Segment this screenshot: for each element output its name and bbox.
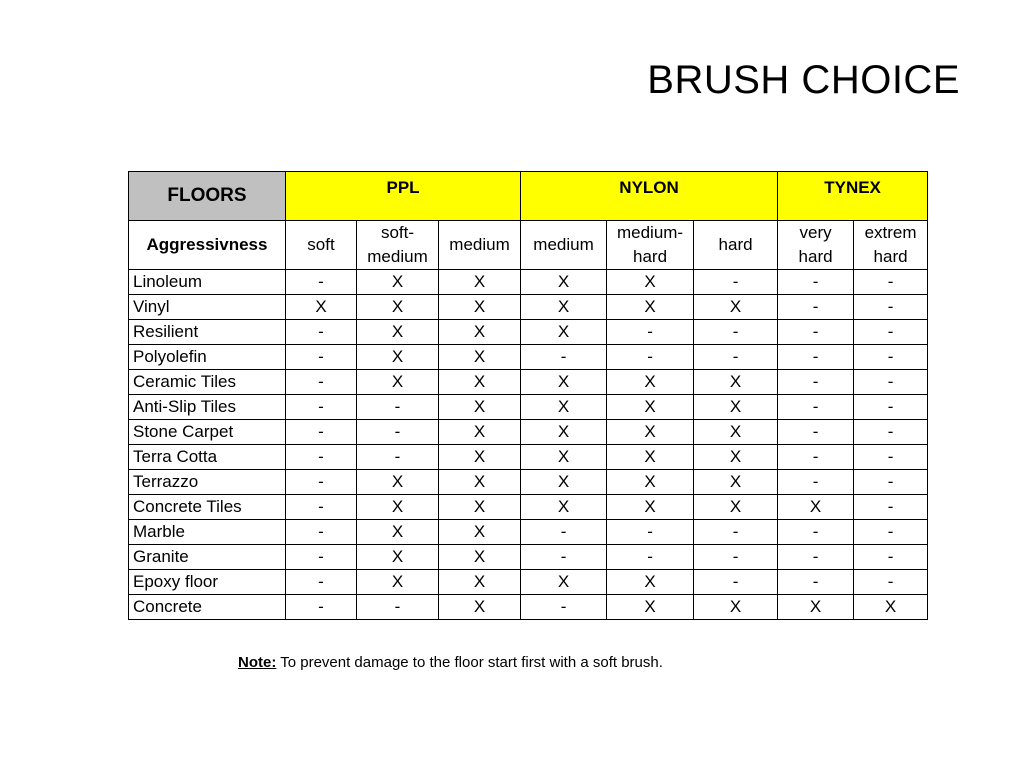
note	[238, 654, 663, 671]
suitability-cell: X	[439, 445, 521, 470]
suitability-cell: -	[286, 370, 357, 395]
suitability-cell: -	[854, 445, 928, 470]
suitability-cell: -	[286, 420, 357, 445]
suitability-cell: -	[357, 420, 439, 445]
subheader-line: soft-	[380, 223, 415, 242]
subheader-line: extrem	[864, 223, 917, 242]
suitability-cell: -	[607, 520, 694, 545]
suitability-cell: X	[607, 570, 694, 595]
suitability-cell: X	[694, 445, 778, 470]
subheader-line: very	[799, 223, 832, 242]
suitability-cell: -	[286, 595, 357, 620]
subheader-cell	[854, 221, 928, 270]
aggressiveness-header: Aggressivness	[129, 221, 286, 270]
floor-name-cell: Terrazzo	[129, 470, 286, 495]
suitability-cell: -	[286, 445, 357, 470]
suitability-cell: X	[439, 295, 521, 320]
suitability-cell: -	[778, 295, 854, 320]
suitability-cell: -	[854, 345, 928, 370]
suitability-cell: -	[694, 320, 778, 345]
suitability-cell: -	[357, 445, 439, 470]
suitability-cell: X	[521, 395, 607, 420]
suitability-cell: -	[778, 520, 854, 545]
suitability-cell: X	[357, 370, 439, 395]
suitability-cell: -	[286, 545, 357, 570]
suitability-cell: X	[357, 520, 439, 545]
suitability-cell: -	[854, 570, 928, 595]
suitability-cell: -	[778, 270, 854, 295]
suitability-cell: X	[607, 395, 694, 420]
table-row	[129, 345, 928, 370]
group-header-nylon: NYLON	[521, 172, 778, 221]
suitability-cell: X	[521, 470, 607, 495]
suitability-cell: -	[286, 470, 357, 495]
floors-header: FLOORS	[129, 172, 286, 221]
suitability-cell: X	[694, 595, 778, 620]
suitability-cell: -	[286, 395, 357, 420]
suitability-cell: -	[521, 545, 607, 570]
subheader-cell	[357, 221, 439, 270]
table-row	[129, 570, 928, 595]
suitability-cell: X	[521, 570, 607, 595]
suitability-cell: -	[607, 320, 694, 345]
suitability-cell: -	[607, 345, 694, 370]
note-text: To prevent damage to the floor start first with a soft brush.	[276, 654, 663, 671]
suitability-cell: X	[439, 320, 521, 345]
suitability-cell: X	[439, 420, 521, 445]
suitability-cell: -	[286, 270, 357, 295]
page-title: BRUSH CHOICE	[647, 58, 960, 102]
suitability-cell: -	[778, 545, 854, 570]
suitability-cell: -	[357, 595, 439, 620]
suitability-cell: -	[607, 545, 694, 570]
suitability-cell: X	[607, 420, 694, 445]
suitability-cell: -	[357, 395, 439, 420]
suitability-cell: -	[854, 470, 928, 495]
floor-name-cell: Terra Cotta	[129, 445, 286, 470]
suitability-cell: -	[694, 545, 778, 570]
suitability-cell: -	[521, 595, 607, 620]
floor-name-cell: Concrete Tiles	[129, 495, 286, 520]
floor-name-cell: Ceramic Tiles	[129, 370, 286, 395]
suitability-cell: X	[607, 270, 694, 295]
suitability-cell: -	[521, 520, 607, 545]
subheader-line: medium	[367, 247, 428, 266]
suitability-cell: X	[607, 445, 694, 470]
floor-name-cell: Marble	[129, 520, 286, 545]
suitability-cell: X	[607, 495, 694, 520]
suitability-cell: X	[439, 570, 521, 595]
floor-name-cell: Linoleum	[129, 270, 286, 295]
floor-name-cell: Stone Carpet	[129, 420, 286, 445]
suitability-cell: X	[439, 495, 521, 520]
suitability-cell: X	[854, 595, 928, 620]
subheader-line: hard	[633, 247, 668, 266]
suitability-cell: X	[439, 395, 521, 420]
suitability-cell: X	[694, 395, 778, 420]
suitability-cell: X	[357, 570, 439, 595]
suitability-cell: X	[521, 445, 607, 470]
table-row	[129, 295, 928, 320]
subheader-cell	[778, 221, 854, 270]
suitability-cell: X	[439, 370, 521, 395]
suitability-cell: X	[694, 370, 778, 395]
suitability-cell: -	[521, 345, 607, 370]
suitability-cell: X	[607, 295, 694, 320]
suitability-cell: -	[778, 370, 854, 395]
subheader-row	[129, 221, 928, 270]
suitability-cell: -	[286, 345, 357, 370]
suitability-cell: X	[778, 595, 854, 620]
suitability-cell: X	[521, 320, 607, 345]
group-header-tynex: TYNEX	[778, 172, 928, 221]
suitability-cell: -	[778, 345, 854, 370]
subheader-line: soft	[307, 235, 335, 254]
table-row	[129, 320, 928, 345]
subheader-line: hard	[873, 247, 908, 266]
suitability-cell: -	[694, 270, 778, 295]
suitability-cell: -	[694, 520, 778, 545]
suitability-cell: X	[694, 470, 778, 495]
suitability-cell: X	[357, 345, 439, 370]
suitability-cell: -	[854, 495, 928, 520]
subheader-line: medium-	[616, 223, 684, 242]
table-row	[129, 370, 928, 395]
suitability-cell: X	[694, 295, 778, 320]
group-header-row	[129, 172, 928, 221]
suitability-cell: X	[439, 345, 521, 370]
suitability-cell: X	[439, 520, 521, 545]
floor-name-cell: Concrete	[129, 595, 286, 620]
subheader-line: medium	[449, 235, 510, 254]
floor-name-cell: Resilient	[129, 320, 286, 345]
suitability-cell: X	[439, 545, 521, 570]
suitability-cell: -	[778, 570, 854, 595]
suitability-cell: -	[854, 370, 928, 395]
suitability-cell: X	[357, 470, 439, 495]
suitability-cell: -	[778, 445, 854, 470]
suitability-cell: -	[854, 295, 928, 320]
suitability-cell: X	[357, 545, 439, 570]
table-row	[129, 595, 928, 620]
suitability-cell: -	[286, 495, 357, 520]
suitability-cell: -	[286, 320, 357, 345]
subheader-cell	[439, 221, 521, 270]
suitability-cell: -	[854, 395, 928, 420]
suitability-cell: -	[854, 545, 928, 570]
table-row	[129, 270, 928, 295]
group-header-ppl: PPL	[286, 172, 521, 221]
suitability-cell: -	[778, 420, 854, 445]
suitability-cell: X	[521, 370, 607, 395]
suitability-cell: -	[854, 270, 928, 295]
suitability-cell: X	[521, 420, 607, 445]
table-row	[129, 395, 928, 420]
floor-name-cell: Epoxy floor	[129, 570, 286, 595]
suitability-cell: X	[521, 295, 607, 320]
suitability-cell: -	[286, 570, 357, 595]
subheader-cell	[521, 221, 607, 270]
suitability-cell: X	[607, 595, 694, 620]
suitability-cell: X	[778, 495, 854, 520]
floor-name-cell: Anti-Slip Tiles	[129, 395, 286, 420]
suitability-cell: -	[778, 320, 854, 345]
suitability-cell: -	[694, 570, 778, 595]
suitability-cell: X	[694, 495, 778, 520]
subheader-cell	[286, 221, 357, 270]
suitability-cell: -	[694, 345, 778, 370]
suitability-cell: -	[286, 520, 357, 545]
suitability-cell: -	[854, 520, 928, 545]
suitability-cell: -	[778, 470, 854, 495]
suitability-cell: -	[854, 320, 928, 345]
suitability-cell: X	[357, 270, 439, 295]
suitability-cell: X	[694, 420, 778, 445]
subheader-cell	[607, 221, 694, 270]
brush-choice-table	[128, 171, 928, 620]
subheader-line: hard	[798, 247, 833, 266]
suitability-cell: -	[778, 395, 854, 420]
subheader-line: hard	[718, 235, 753, 254]
floor-name-cell: Vinyl	[129, 295, 286, 320]
table-row	[129, 520, 928, 545]
suitability-cell: X	[607, 370, 694, 395]
suitability-cell: X	[357, 295, 439, 320]
table-body	[129, 270, 928, 620]
suitability-cell: X	[607, 470, 694, 495]
suitability-cell: X	[439, 470, 521, 495]
table-row	[129, 445, 928, 470]
floor-name-cell: Granite	[129, 545, 286, 570]
suitability-cell: X	[286, 295, 357, 320]
note-label: Note:	[238, 654, 277, 671]
table-row	[129, 420, 928, 445]
table-row	[129, 470, 928, 495]
suitability-cell: -	[854, 420, 928, 445]
suitability-cell: X	[439, 270, 521, 295]
table-row	[129, 545, 928, 570]
suitability-cell: X	[357, 495, 439, 520]
suitability-cell: X	[521, 270, 607, 295]
floor-name-cell: Polyolefin	[129, 345, 286, 370]
subheader-line: medium	[533, 235, 594, 254]
suitability-cell: X	[521, 495, 607, 520]
suitability-cell: X	[357, 320, 439, 345]
table-row	[129, 495, 928, 520]
subheader-cell	[694, 221, 778, 270]
suitability-cell: X	[439, 595, 521, 620]
